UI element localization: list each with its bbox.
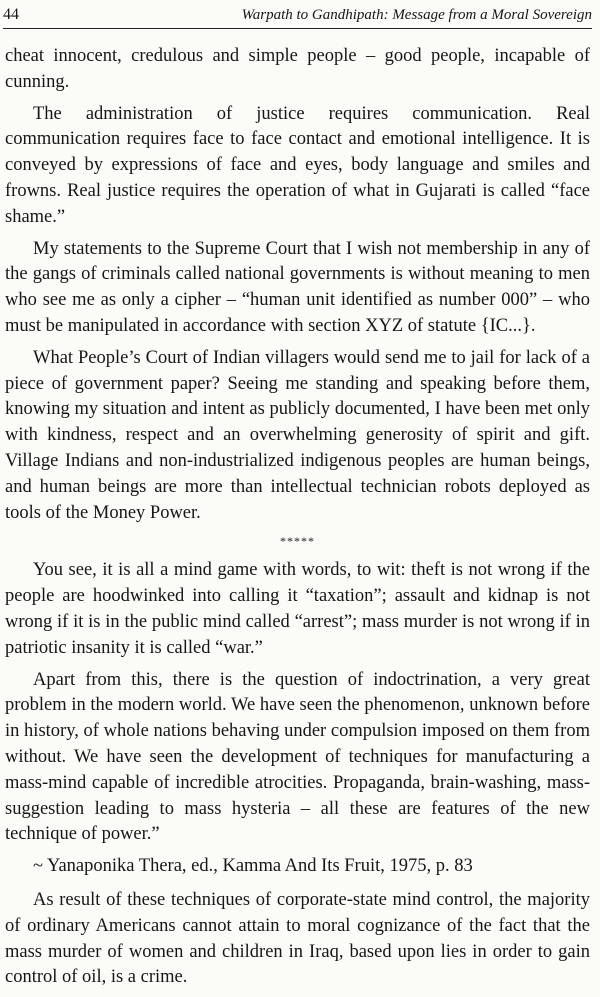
running-header [3,2,592,29]
page-body [5,44,590,997]
paragraph-3: My statements to the Supreme Court that I wish not membership in any of the gangs of criminals called national governments is without meaning to men who see me as only a cipher – “human unit identified as number 000” – who must be manipulated in accordance with section XYZ of statute {IC...}. [5,238,590,336]
paragraph-5: You see, it is all a mind game with words, to wit: theft is not wrong if the people are hoodwinked into calling it “taxation”; assault and kidnap is not wrong if it is in the public mind called “arrest”; mass murder is not wrong if in patriotic insanity it is called “war.” [5,560,590,658]
paragraph-4: What People’s Court of Indian villagers would send me to jail for lack of a piece of government paper? Seeing me standing and speaking before them, knowing my situation and intent as publicly documented, I have been met only with kindness, respect and an overwhelming generosity of spirit and gift. Village Indians and non-industrialized indigenous peoples are human beings, and human beings are more than intellectual technician robots deployed as tools of the Money Power. [5,347,590,523]
quote-citation: ~ Yanaponika Thera, ed., Kamma And Its Fruit, 1975, p. 83 [33,856,473,877]
section-separator: ***** [280,534,315,549]
paragraph-7: As result of these techniques of corporate-state mind control, the majority of ordinary Americans cannot attain to moral cognizance of the fact that the mass murder of women and children in Iraq, based upon lies in order to gain control of oil, is a crime. [5,889,590,988]
paragraph-1: cheat innocent, credulous and simple people – good people, incapable of cunning. [5,46,590,92]
running-head-title: Warpath to Gandhipath: Message from a Moral Sovereign [241,7,592,23]
paragraph-6-quote: Apart from this, there is the question of indoctrination, a very great problem in the modern world. We have seen the phenomenon, unknown before in history, of whole nations behaving under compulsion imposed on them from without. We have seen the development of techniques for manufacturing a mass-mind capable of incredible atrocities. Propaganda, brain-washing, mass-suggestion leading to mass hysteria – all these are features of the new technique of power.” [5,669,590,845]
page-number: 44 [3,6,19,23]
paragraph-2: The administration of justice requires communication. Real communication requires face to face contact and emotional intelligence. It is conveyed by expressions of face and eyes, body language and smiles and frowns. Real justice requires the operation of what in Gujarati is called “face shame.” [5,103,590,227]
